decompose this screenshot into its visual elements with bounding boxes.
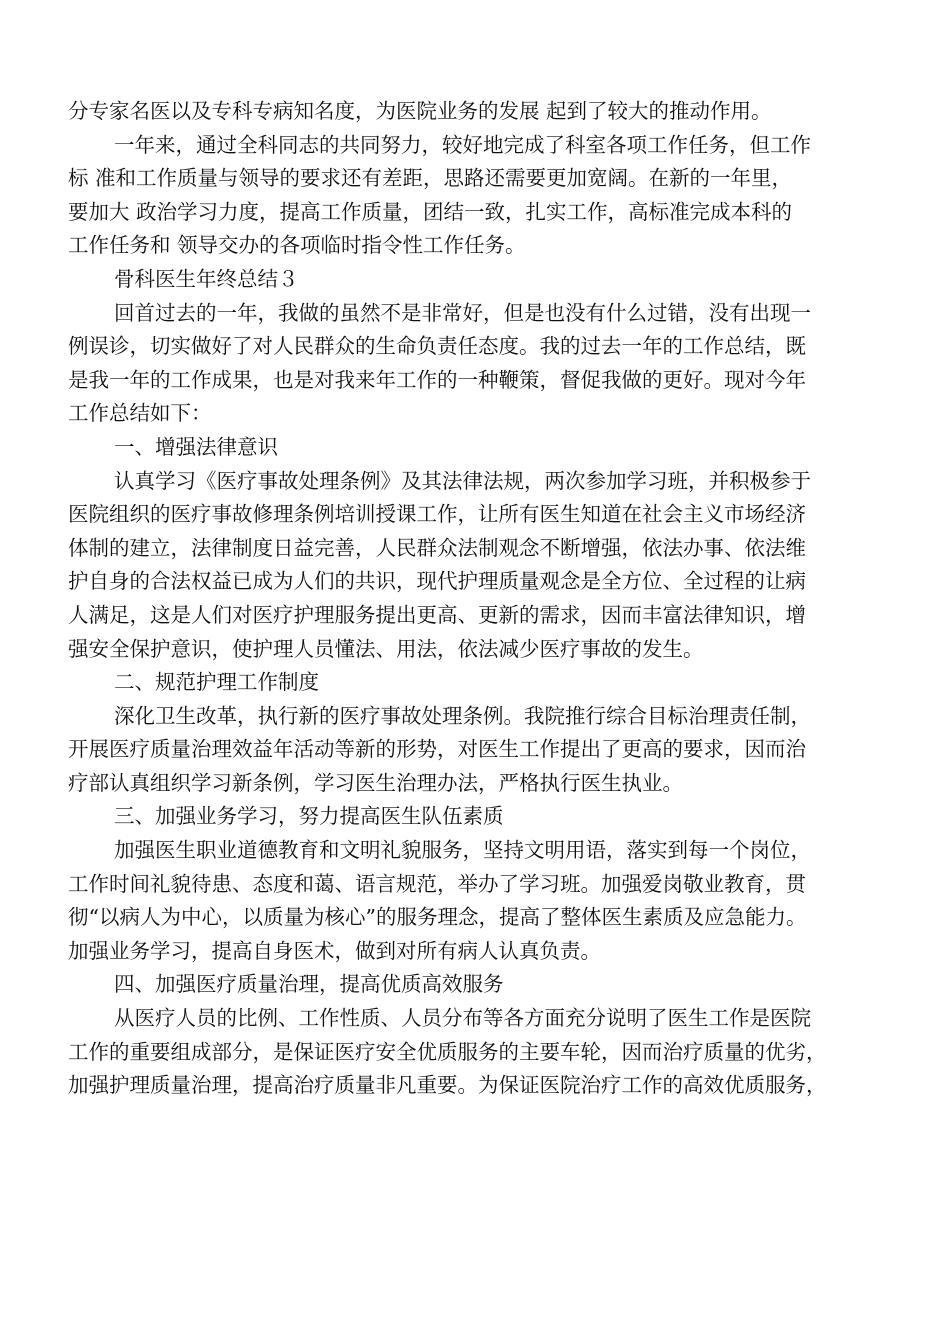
section-heading: 四、加强医疗质量治理，提高优质高效服务 xyxy=(114,972,504,997)
text-line: 一年来，通过全科同志的共同努力，较好地完成了科室各项工作任务，但工作 xyxy=(114,132,811,157)
text-line: 加强护理质量治理，提高治疗质量非凡重要。为保证医院治疗工作的高效优质服务， xyxy=(68,1073,827,1098)
document-body xyxy=(68,95,888,1103)
text-line: 疗部认真组织学习新条例，学习医生治理办法，严格执行医生执业。 xyxy=(68,770,683,795)
text-line: 例误诊，切实做好了对人民群众的生命负责任态度。我的过去一年的工作总结，既 xyxy=(68,334,806,359)
text-line: 加强医生职业道德教育和文明礼貌服务，坚持文明用语，落实到每一个岗位， xyxy=(114,838,811,863)
text-line: 体制的建立，法律制度日益完善，人民群众法制观念不断增强，依法办事、依法维 xyxy=(68,535,806,560)
section-heading: 三、加强业务学习，努力提高医生队伍素质 xyxy=(114,804,504,829)
text-line: 工作总结如下： xyxy=(68,401,212,426)
text-line: 医院组织的医疗事故修理条例培训授课工作，让所有医生知道在社会主义市场经济 xyxy=(68,502,806,527)
text-line: 是我一年的工作成果，也是对我来年工作的一种鞭策，督促我做的更好。现对今年 xyxy=(68,367,806,392)
section-heading: 二、规范护理工作制度 xyxy=(114,670,319,695)
section-title: 骨科医生年终总结３ xyxy=(114,266,299,291)
text-line: 分专家名医以及专科专病知名度，为医院业务的发展 起到了较大的推动作用。 xyxy=(68,99,772,123)
text-line: 深化卫生改革，执行新的医疗事故处理条例。我院推行综合目标治理责任制， xyxy=(114,703,811,728)
text-line: 标 准和工作质量与领导的要求还有差距，思路还需要更加宽阔。在新的一年里， xyxy=(68,166,793,191)
text-line: 强安全保护意识，使护理人员懂法、用法，依法减少医疗事故的发生。 xyxy=(68,636,704,661)
text-line: 开展医疗质量治理效益年活动等新的形势，对医生工作提出了更高的要求，因而治 xyxy=(68,737,806,762)
text-line: 人满足，这是人们对医疗护理服务提出更高、更新的需求，因而丰富法律知识，增 xyxy=(68,602,806,627)
text-line: 工作任务和 领导交办的各项临时指令性工作任务。 xyxy=(68,233,526,258)
text-line: 工作时间礼貌待患、态度和蔼、语言规范，举办了学习班。加强爱岗敬业教育，贯 xyxy=(68,871,806,896)
text-line: 要加大 政治学习力度，提高工作质量，团结一致，扎实工作，高标准完成本科的 xyxy=(68,199,793,224)
text-line: 认真学习《医疗事故处理条例》及其法律法规，两次参加学习班，并积极参于 xyxy=(114,468,811,493)
text-line: 护自身的合法权益已成为人们的共识，现代护理质量观念是全方位、全过程的让病 xyxy=(68,569,806,594)
text-line: 加强业务学习，提高自身医术，做到对所有病人认真负责。 xyxy=(68,938,601,963)
text-line: 从医疗人员的比例、工作性质、人员分布等各方面充分说明了医生工作是医院 xyxy=(114,1006,811,1031)
text-line: 回首过去的一年，我做的虽然不是非常好，但是也没有什么过错，没有出现一 xyxy=(114,300,811,325)
text-line: 彻“以病人为中心，以质量为核心”的服务理念，提高了整体医生素质及应急能力。 xyxy=(68,905,807,930)
text-line: 工作的重要组成部分，是保证医疗安全优质服务的主要车轮，因而治疗质量的优劣， xyxy=(68,1039,827,1064)
section-heading: 一、增强法律意识 xyxy=(114,434,278,459)
